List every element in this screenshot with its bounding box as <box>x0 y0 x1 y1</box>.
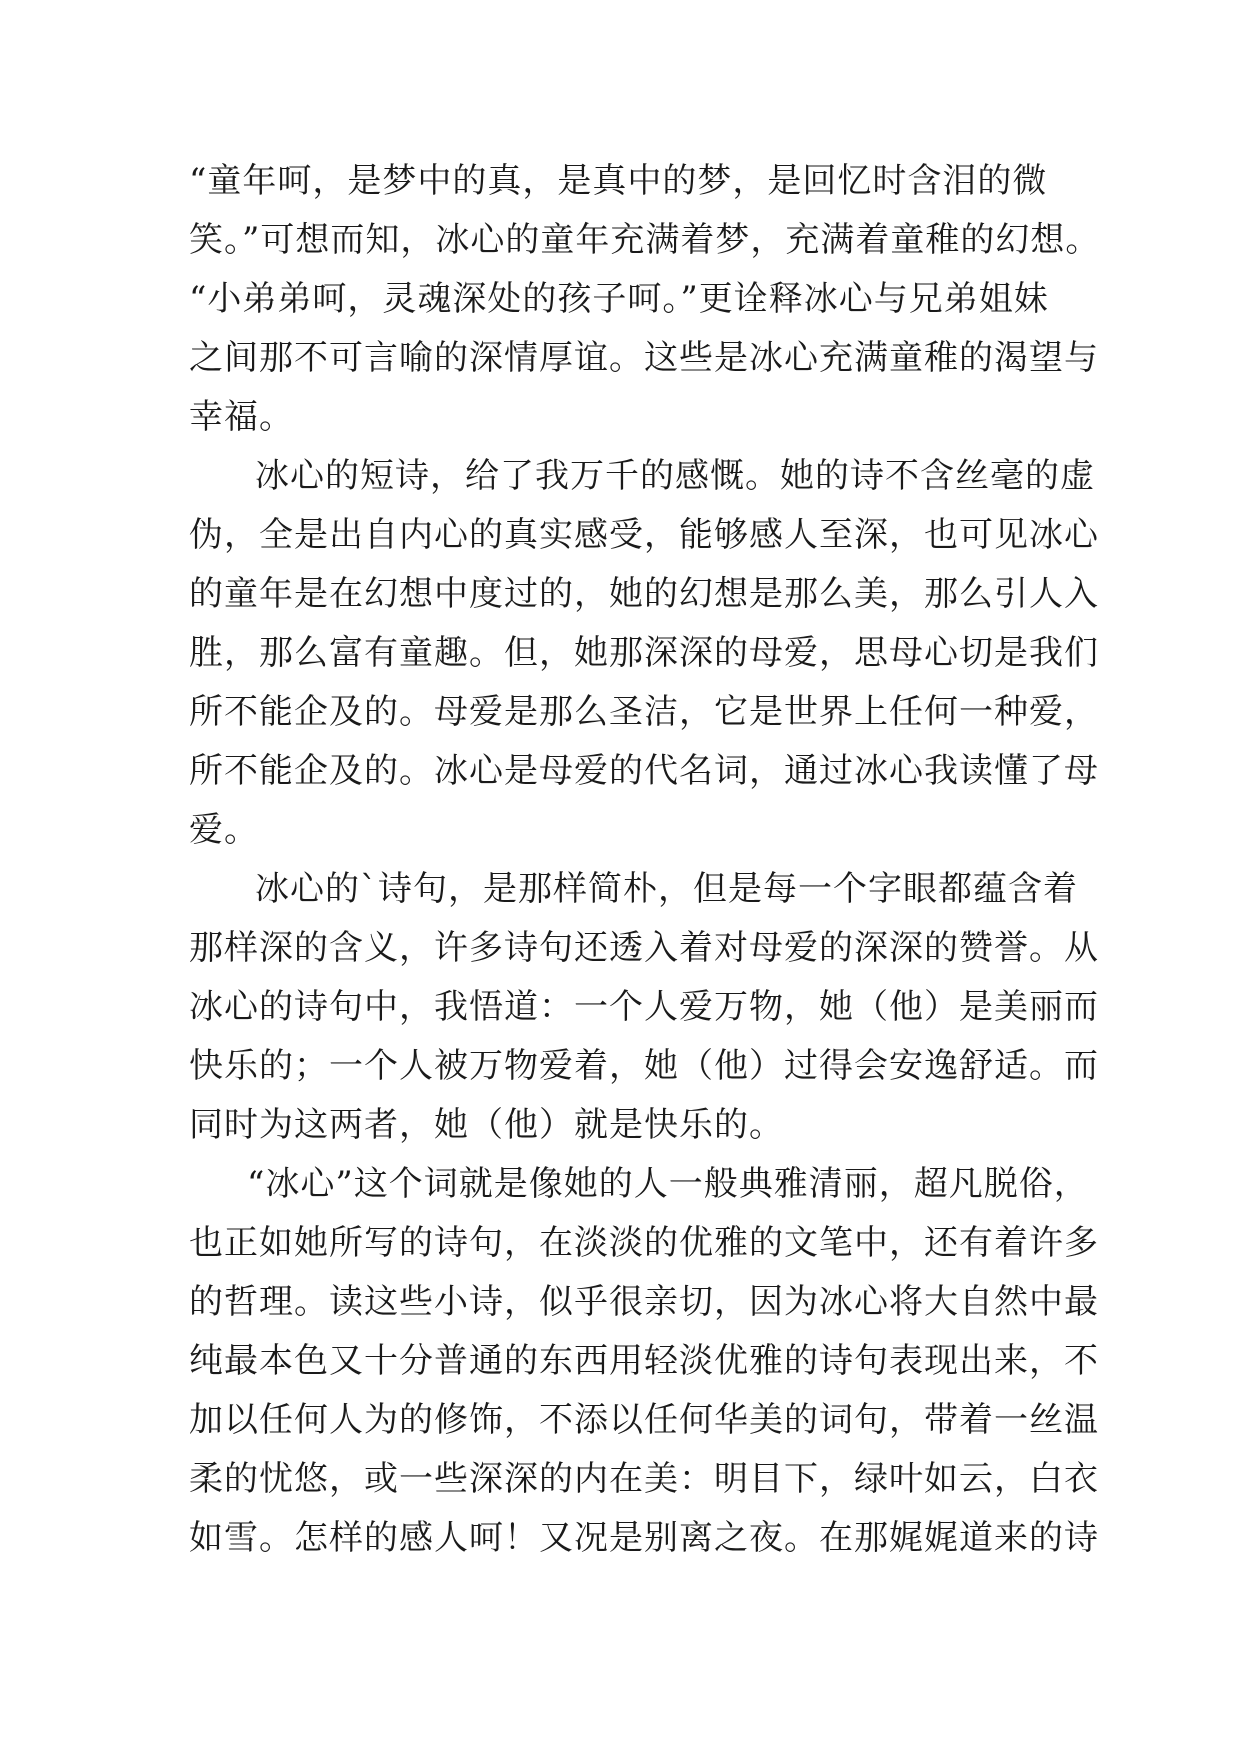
paragraph-line: 冰心的`诗句，是那样简朴，但是每一个字眼都蕴含着 <box>255 869 1078 909</box>
paragraph-line: 所不能企及的。母爱是那么圣洁，它是世界上任何一种爱， <box>189 692 1099 732</box>
paragraph-line: 同时为这两者，她（他）就是快乐的。 <box>189 1105 784 1145</box>
paragraph-line: 所不能企及的。冰心是母爱的代名词，通过冰心我读懂了母 <box>189 751 1099 791</box>
paragraph-line: “童年呵，是梦中的真，是真中的梦，是回忆时含泪的微 <box>189 161 1048 201</box>
paragraph-line: 的童年是在幻想中度过的，她的幻想是那么美，那么引人入 <box>189 574 1099 614</box>
paragraph-line: 冰心的短诗，给了我万千的感慨。她的诗不含丝毫的虚 <box>255 456 1095 496</box>
paragraph-line: 爱。 <box>189 810 259 850</box>
paragraph-line: 幸福。 <box>189 397 294 437</box>
paragraph-line: 的哲理。读这些小诗，似乎很亲切，因为冰心将大自然中最 <box>189 1282 1099 1322</box>
paragraph-line: “小弟弟呵，灵魂深处的孩子呵。”更诠释冰心与兄弟姐妹 <box>189 279 1049 319</box>
paragraph-line: 也正如她所写的诗句，在淡淡的优雅的文笔中，还有着许多 <box>189 1223 1099 1263</box>
paragraph-line: 纯最本色又十分普通的东西用轻淡优雅的诗句表现出来，不 <box>189 1341 1099 1381</box>
paragraph-line: 冰心的诗句中，我悟道：一个人爱万物，她（他）是美丽而 <box>189 987 1099 1027</box>
document-body <box>189 152 1101 1568</box>
paragraph-line: 那样深的含义，许多诗句还透入着对母爱的深深的赞誉。从 <box>189 928 1099 968</box>
paragraph-line: 快乐的；一个人被万物爱着，她（他）过得会安逸舒适。而 <box>189 1046 1099 1086</box>
paragraph-line: 之间那不可言喻的深情厚谊。这些是冰心充满童稚的渴望与 <box>189 338 1099 378</box>
paragraph-line: 如雪。怎样的感人呵！又况是别离之夜。在那娓娓道来的诗 <box>189 1518 1099 1558</box>
paragraph-line: 柔的忧悠，或一些深深的内在美：明目下，绿叶如云，白衣 <box>189 1459 1099 1499</box>
paragraph-line: 笑。”可想而知，冰心的童年充满着梦，充满着童稚的幻想。 <box>189 220 1101 260</box>
paragraph-line: 伪，全是出自内心的真实感受，能够感人至深，也可见冰心 <box>189 515 1099 555</box>
paragraph-line: “冰心”这个词就是像她的人一般典雅清丽，超凡脱俗， <box>247 1164 1089 1204</box>
paragraph-line: 胜，那么富有童趣。但，她那深深的母爱，思母心切是我们 <box>189 633 1099 673</box>
paragraph-line: 加以任何人为的修饰，不添以任何华美的词句，带着一丝温 <box>189 1400 1099 1440</box>
